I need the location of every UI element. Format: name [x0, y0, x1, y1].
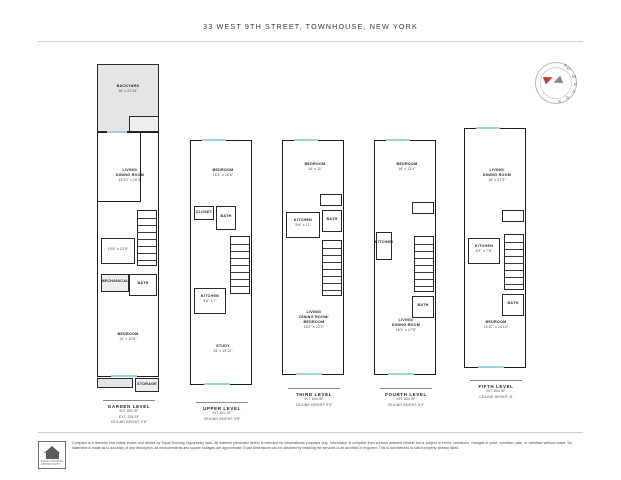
bath-third-label: BATH: [326, 217, 338, 221]
garden-front-stoop: [97, 378, 133, 388]
backyard-label: BACKYARD 16' x 21'10": [116, 84, 140, 93]
garden-rear-extension: [97, 132, 141, 202]
room-closet-fourth: [412, 202, 434, 214]
room-closet-third: [320, 194, 342, 206]
window-garden-rear: [107, 131, 127, 133]
caption-fifth-level: FIFTH LEVEL INT. 604 SF CEILING HEIGHT: 8': [478, 384, 514, 399]
window-third-rear: [294, 139, 318, 141]
plan-fourth-level: [372, 140, 450, 420]
third-caption-rule: [288, 388, 340, 389]
plan-upper-level: [188, 140, 266, 420]
compass-letter-a: A: [572, 89, 576, 94]
stair-garden: [137, 210, 157, 266]
compass-letter-c: C: [564, 63, 568, 68]
kitchen-upper-label: KITCHEN 9'6" x 7': [200, 294, 220, 303]
plan-fifth-level: [462, 128, 540, 418]
legal-disclaimer: Compass is a licensed real estate broker and abides by Equal Housing Opportunity laws. All material presented herein is intended for informational purposes only. Information is compiled from sources deemed reliable but is subject to errors, omissions, changes in price, condition, sale, or withdraw without notice. No statement is made as to accuracy of any description. All measurements and square footages are approximate. Exact dimensions can be obtained by retaining the services of an architect or engineer. This is not intended to solicit property already listed.: [72, 441, 572, 450]
garden-caption-rule: [103, 400, 155, 401]
compass-letter-m: M: [572, 74, 577, 79]
kitchen-third-label: KITCHEN 9'6" x 11': [293, 218, 313, 227]
upper-caption-rule: [196, 402, 248, 403]
compass-letter-p: P: [574, 82, 578, 87]
room-secondary-garden-dim: 10'4" x 13'9": [107, 247, 129, 251]
stair-upper: [230, 236, 250, 294]
room-study-upper: STUDY 15' x 13'10": [213, 344, 233, 353]
room-living-dining-fourth: LIVING/ DINING ROOM 16'2" x 17'8": [391, 318, 421, 332]
compass-rose: [531, 58, 579, 106]
room-bedroom-upper: BEDROOM 16'3" x 16'8": [212, 168, 234, 177]
plan-garden-level: [95, 60, 173, 425]
caption-upper-level: UPPER LEVEL INT. 621 SF CEILING HEIGHT: 9'8": [203, 406, 241, 421]
bath-fourth-label: BATH: [417, 303, 429, 307]
compass-letter-s1: S: [566, 95, 570, 100]
room-bedroom-fifth: BEDROOM 15'10" x 14'10": [483, 320, 509, 329]
kitchen-fifth-label: KITCHEN 6'3" x 7'8": [474, 244, 494, 253]
window-fourth-rear: [386, 139, 410, 141]
storage-label: STORAGE: [137, 382, 157, 386]
room-kitchen-fourth: [376, 232, 392, 260]
caption-fourth-level: FOURTH LEVEL INT. 604 SF CEILING HEIGHT: 8'3": [385, 392, 427, 407]
room-living-dining-garden: LIVING/ DINING ROOM 15'10" x 20'3": [115, 168, 145, 182]
closet-upper-label: CLOSET: [195, 210, 213, 214]
house-roof-shape: [44, 446, 60, 453]
caption-third-level: THIRD LEVEL INT. 604 SF CEILING HEIGHT: 9'3": [295, 392, 333, 407]
stair-fifth: [504, 234, 524, 290]
room-living-dining-third: LIVING/ DINING ROOM/ BEDROOM 16'2" x 22'2": [299, 310, 329, 329]
fifth-caption-rule: [470, 380, 522, 381]
stair-third: [322, 240, 342, 296]
window-fifth-front: [478, 366, 504, 368]
page-title: 33 WEST 9TH STREET, TOWNHOUSE, NEW YORK: [203, 22, 418, 31]
window-third-front: [296, 373, 322, 375]
equal-housing-opportunity-icon: [38, 441, 66, 469]
room-bedroom-garden: BEDROOM 14' x 10'8": [117, 332, 139, 341]
kitchen-fourth-label: KITCHEN: [374, 240, 394, 244]
footer-divider: [38, 432, 583, 433]
bath-fifth-label: BATH: [507, 301, 519, 305]
mechanical-label: MECHANICAL: [101, 279, 129, 283]
compass-letter-s2: S: [558, 99, 562, 104]
caption-garden-level: GARDEN LEVEL INT. 891 SF EXT. 226 SF CEILING HEIGHT: 9'8": [107, 404, 151, 425]
window-upper-front: [204, 383, 230, 385]
room-bedroom-third: BEDROOM 16' x 11': [304, 162, 326, 171]
stair-fourth: [414, 236, 434, 292]
bath-upper-label: BATH: [220, 214, 232, 218]
window-garden-front: [111, 375, 137, 377]
window-fourth-front: [388, 373, 414, 375]
eho-caption: EQUAL HOUSING OPPORTUNITY: [40, 460, 64, 466]
header-divider: [38, 41, 583, 42]
backyard-step: [129, 116, 159, 132]
compass-letter-o: O: [567, 66, 571, 71]
bath-garden-label: BATH: [137, 281, 149, 285]
room-closet-fifth: [502, 210, 524, 222]
room-living-dining-fifth: LIVING/ DINING ROOM 16' x 27'3": [482, 168, 512, 182]
sheet-header: [0, 22, 621, 31]
window-upper-rear: [202, 139, 226, 141]
fourth-caption-rule: [380, 388, 432, 389]
house-body-shape: [46, 453, 59, 459]
window-fifth-rear: [476, 127, 500, 129]
plan-third-level: [280, 140, 358, 420]
room-bedroom-fourth: BEDROOM 16' x 13'4": [396, 162, 418, 171]
